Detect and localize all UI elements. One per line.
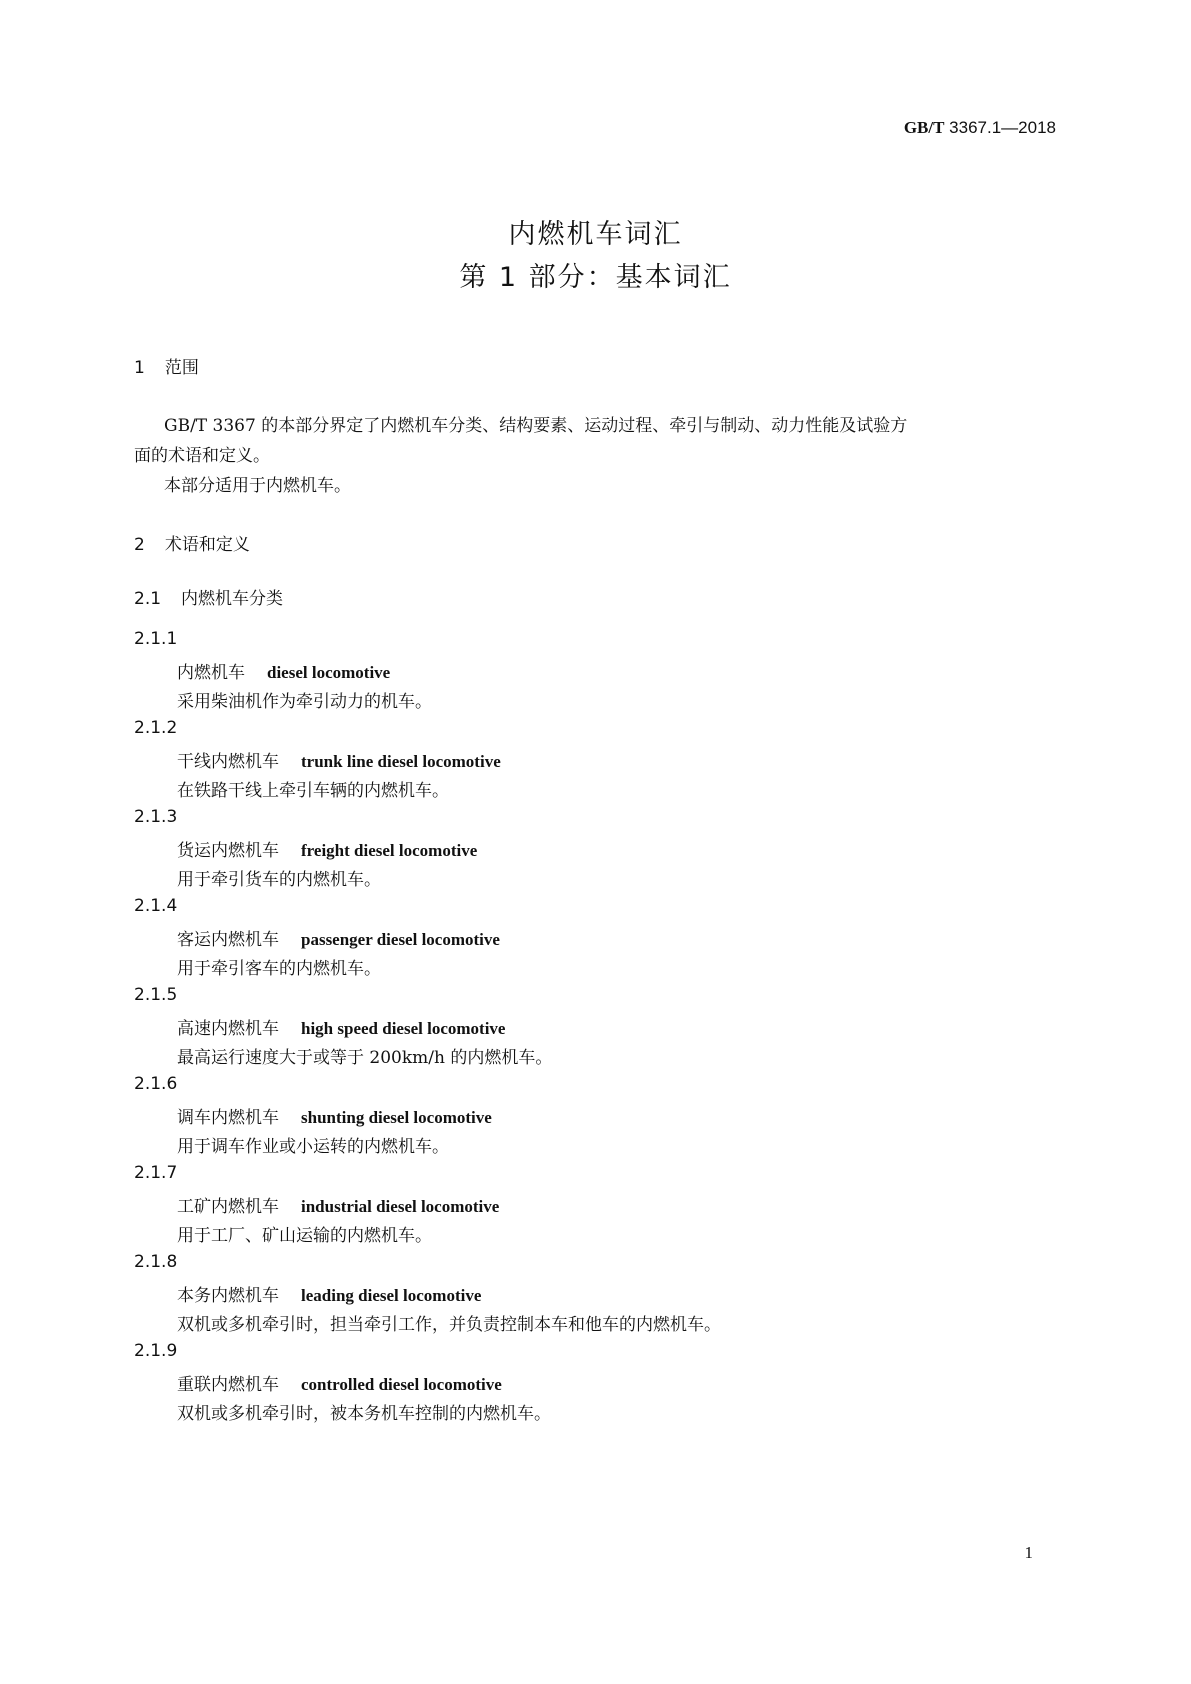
section-2-heading [134, 530, 250, 555]
section-1-title: 范围 [164, 358, 199, 378]
term-heading [177, 1103, 492, 1128]
section-1-number: 1 [134, 358, 145, 378]
section-2-title: 术语和定义 [164, 535, 250, 555]
term-heading [177, 747, 501, 772]
term-heading [177, 1370, 502, 1395]
term-number: 2.1.8 [134, 1252, 178, 1272]
term-definition: 在铁路干线上牵引车辆的内燃机车。 [177, 781, 449, 801]
term-number: 2.1.7 [134, 1163, 178, 1183]
term-number: 2.1.4 [134, 896, 178, 916]
section-1-heading [134, 353, 199, 378]
term-number: 2.1.6 [134, 1074, 178, 1094]
term-english: shunting diesel locomotive [301, 1108, 492, 1127]
term-chinese: 货运内燃机车 [177, 841, 279, 861]
document-code-prefix: GB/T [903, 118, 945, 137]
term-chinese: 客运内燃机车 [177, 930, 279, 950]
term-definition: 用于调车作业或小运转的内燃机车。 [177, 1137, 449, 1157]
term-english: passenger diesel locomotive [301, 930, 500, 949]
term-definition: 用于工厂、矿山运输的内燃机车。 [177, 1226, 432, 1246]
document-title: 内燃机车词汇 [508, 219, 683, 250]
term-chinese: 工矿内燃机车 [177, 1197, 279, 1217]
term-english: leading diesel locomotive [301, 1286, 482, 1305]
term-definition: 用于牵引货车的内燃机车。 [177, 870, 381, 890]
term-definition: 双机或多机牵引时，被本务机车控制的内燃机车。 [177, 1404, 551, 1424]
term-chinese: 调车内燃机车 [177, 1108, 279, 1128]
scope-applicability: 本部分适用于内燃机车。 [164, 476, 351, 496]
section-2-1-heading [134, 584, 283, 609]
document-code [904, 118, 1056, 138]
term-number: 2.1.3 [134, 807, 178, 827]
scope-paragraph-line-1: GB/T 3367 的本部分界定了内燃机车分类、结构要素、运动过程、牵引与制动、动力性能及试验方 [164, 416, 908, 436]
term-chinese: 重联内燃机车 [177, 1375, 279, 1395]
term-heading [177, 658, 390, 683]
term-english: industrial diesel locomotive [301, 1197, 500, 1216]
section-2-1-number: 2.1 [134, 589, 162, 609]
term-heading [177, 836, 477, 861]
term-number: 2.1.5 [134, 985, 178, 1005]
term-definition: 采用柴油机作为牵引动力的机车。 [177, 692, 432, 712]
term-number: 2.1.2 [134, 718, 178, 738]
term-chinese: 高速内燃机车 [177, 1019, 279, 1039]
term-heading [177, 1014, 505, 1039]
term-number: 2.1.1 [134, 629, 178, 649]
term-heading [177, 1192, 499, 1217]
term-english: high speed diesel locomotive [301, 1019, 506, 1038]
term-english: controlled diesel locomotive [301, 1375, 502, 1394]
term-heading [177, 1281, 481, 1306]
term-english: trunk line diesel locomotive [301, 752, 501, 771]
scope-paragraph-line-2: 面的术语和定义。 [134, 446, 270, 466]
term-definition: 双机或多机牵引时，担当牵引工作，并负责控制本车和他车的内燃机车。 [177, 1315, 721, 1335]
term-english: freight diesel locomotive [301, 841, 478, 860]
section-2-number: 2 [134, 535, 145, 555]
term-chinese: 干线内燃机车 [177, 752, 279, 772]
term-number: 2.1.9 [134, 1341, 178, 1361]
term-heading [177, 925, 500, 950]
section-2-1-title: 内燃机车分类 [181, 589, 284, 609]
document-code-number: 3367.1—2018 [949, 118, 1056, 137]
term-english: diesel locomotive [267, 663, 391, 682]
term-definition: 用于牵引客车的内燃机车。 [177, 959, 381, 979]
term-chinese: 本务内燃机车 [177, 1286, 279, 1306]
page-number: 1 [1024, 1543, 1033, 1562]
term-definition: 最高运行速度大于或等于 200km/h 的内燃机车。 [177, 1048, 553, 1068]
term-chinese: 内燃机车 [177, 663, 245, 683]
document-subtitle: 第 1 部分：基本词汇 [459, 262, 732, 293]
